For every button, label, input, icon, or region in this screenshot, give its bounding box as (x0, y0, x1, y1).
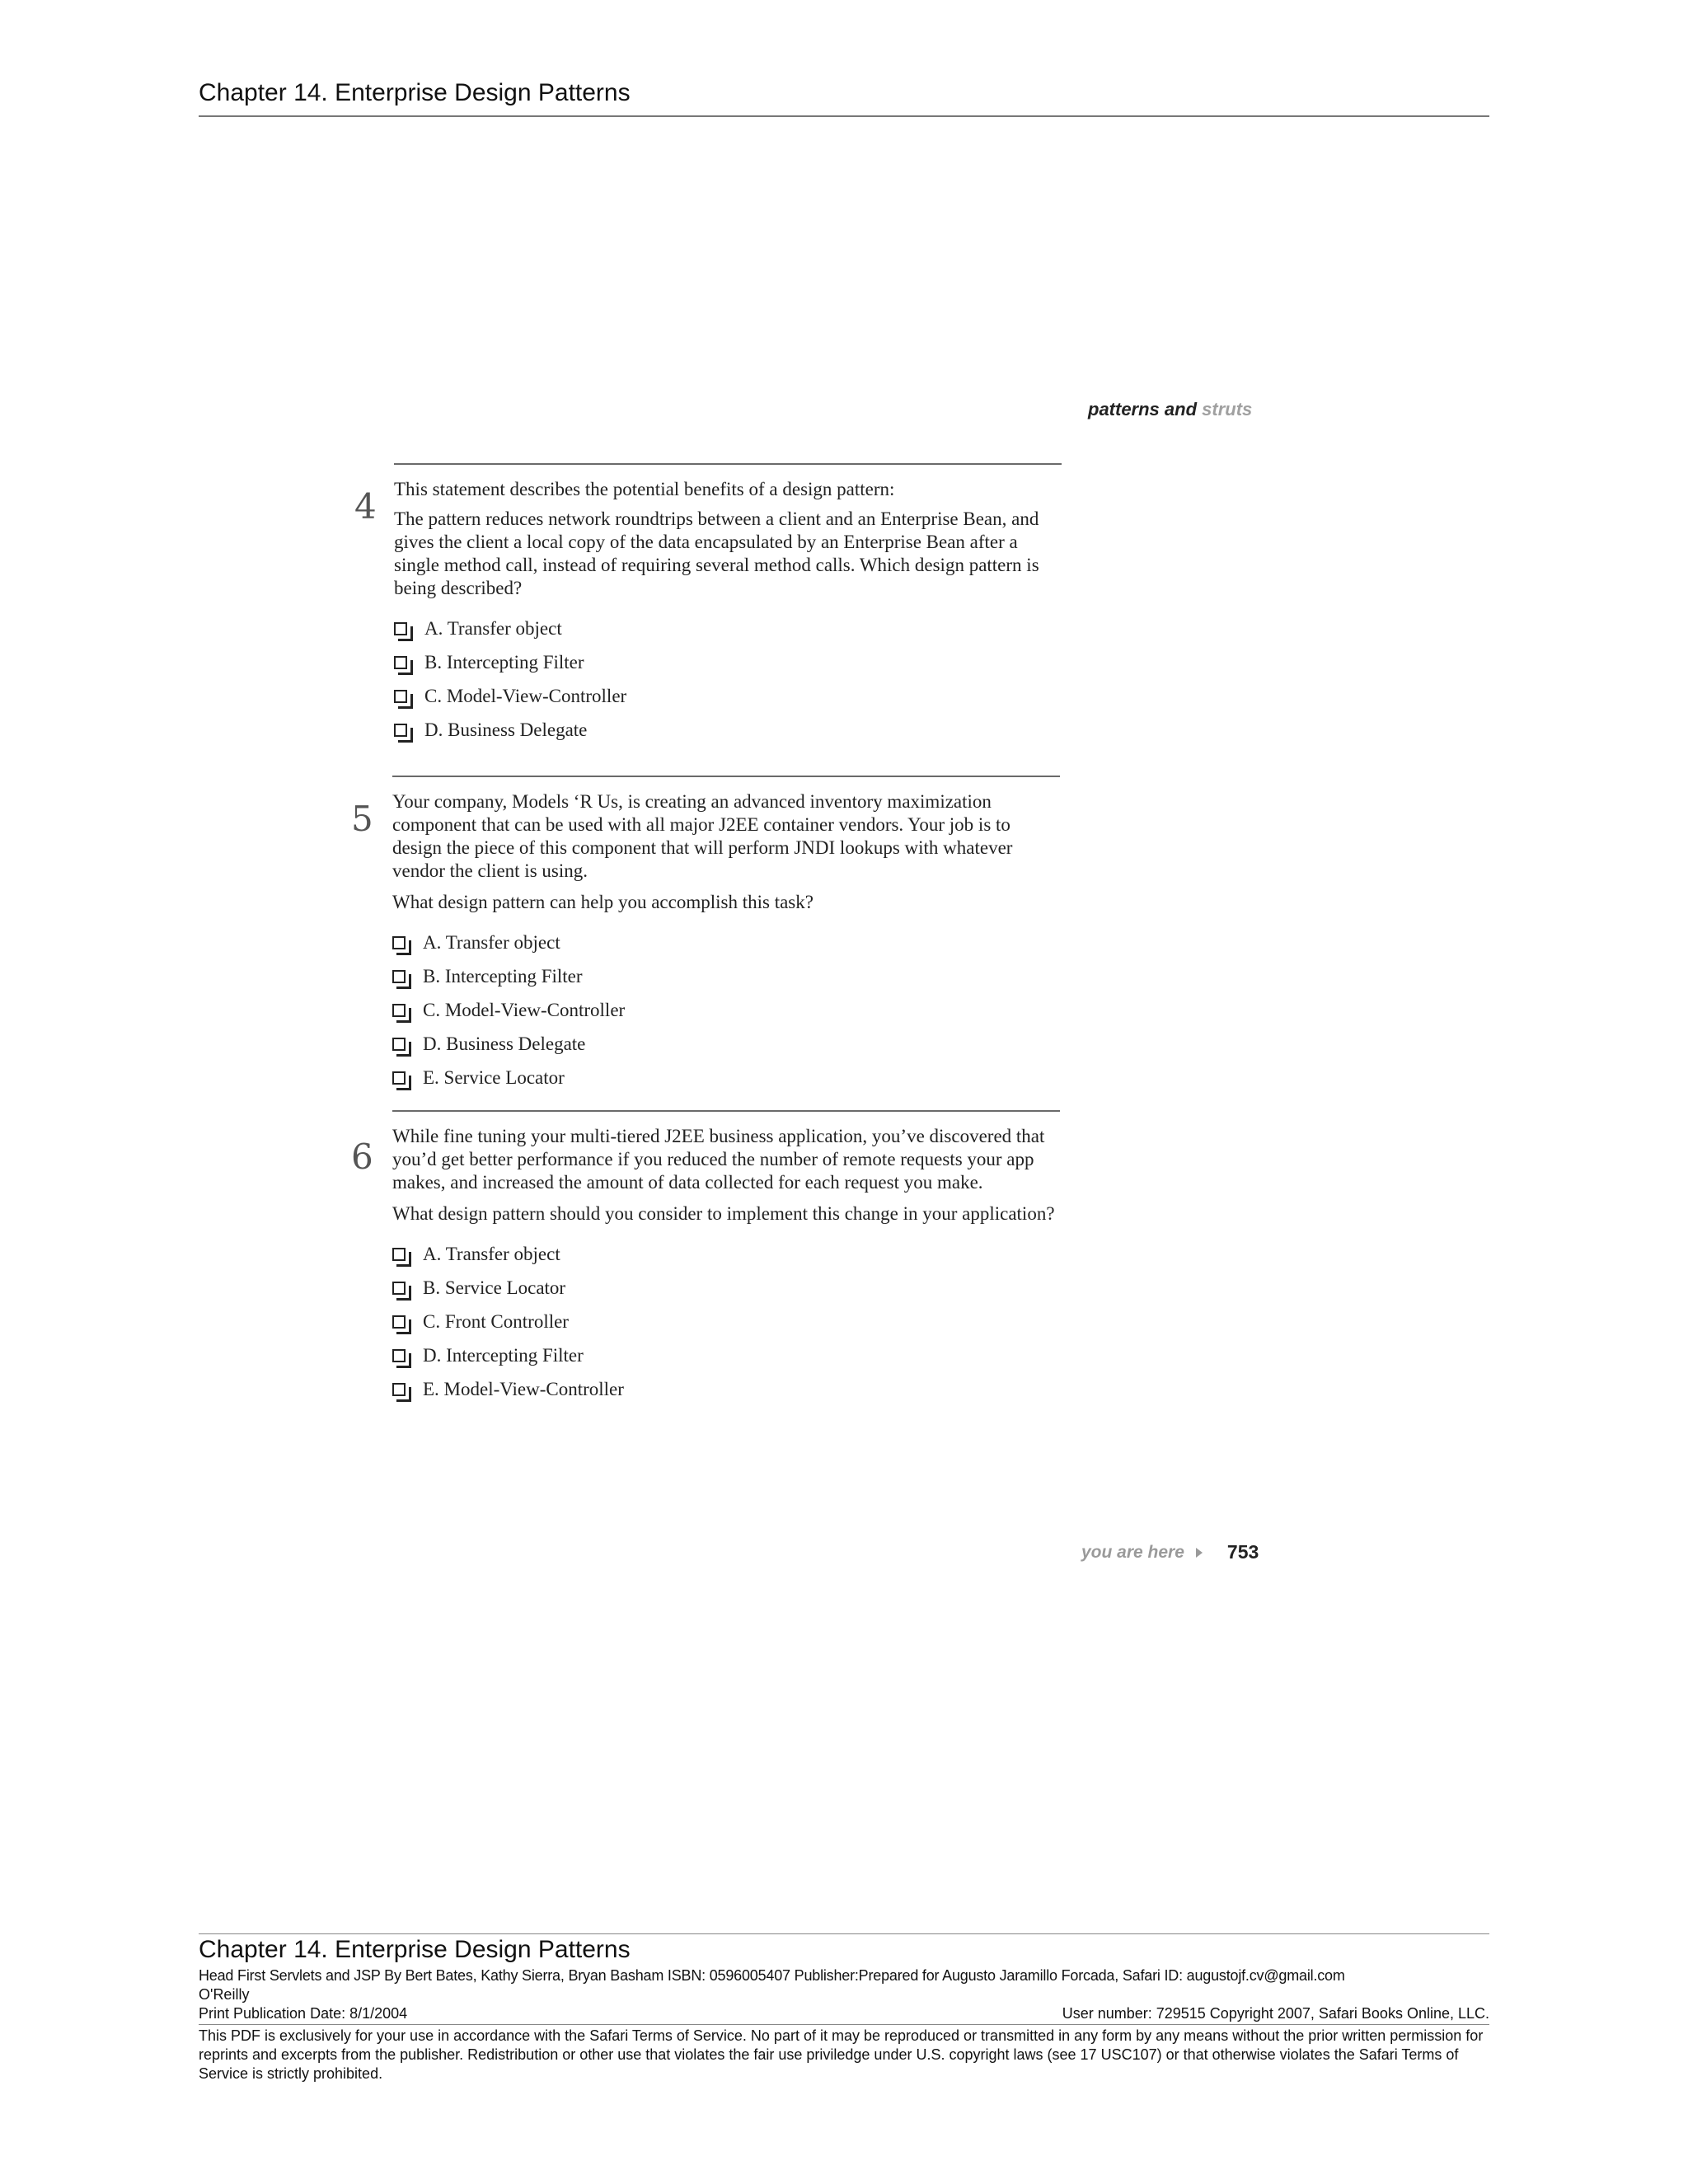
question-number: 5 (351, 799, 373, 839)
checkbox-icon[interactable] (392, 970, 406, 983)
option-item[interactable] (392, 926, 1060, 959)
option-label: A. Transfer object (423, 931, 560, 953)
legal-notice: This PDF is exclusively for your use in accordance with the Safari Terms of Service. No part of it may be reproduced or transmitted in any form by any means without the prior written permission for reprints and excerpts from the publisher. Redistribution or other use that violates the fair use priviledge under U.S. copyright laws (see 17 USC107) or that otherwise violates the Safari Terms of Service is strictly prohibited. (199, 2027, 1484, 2082)
option-item[interactable] (394, 645, 1062, 679)
question-rule (392, 1110, 1060, 1112)
page-footer-nav (1081, 1541, 1259, 1563)
option-item[interactable] (392, 1338, 1060, 1372)
checkbox-icon[interactable] (392, 1038, 406, 1051)
option-list (394, 612, 1062, 747)
option-label: B. Service Locator (423, 1277, 566, 1298)
question-number: 6 (351, 1137, 373, 1177)
question-text: What design pattern should you consider to implement this change in your application? (392, 1203, 1055, 1224)
pub-date-row (199, 2004, 1489, 2023)
bottom-rule-mid (199, 2024, 1489, 2025)
option-item[interactable] (394, 612, 1062, 645)
question-text: What design pattern can help you accomplish this task? (392, 892, 814, 912)
running-head-light: struts (1202, 399, 1253, 419)
option-label: B. Intercepting Filter (424, 651, 584, 673)
question-5 (351, 776, 1060, 1094)
question-rule (394, 463, 1062, 465)
question-6 (351, 1110, 1060, 1406)
publisher-line: O'Reilly (199, 1986, 250, 2003)
checkbox-icon[interactable] (392, 1315, 406, 1329)
option-item[interactable] (392, 1305, 1060, 1338)
publication-date: Print Publication Date: 8/1/2004 (199, 2005, 408, 2022)
option-label: A. Transfer object (424, 617, 562, 639)
checkbox-icon[interactable] (392, 1004, 406, 1017)
book-info-line: Head First Servlets and JSP By Bert Bates, Kathy Sierra, Bryan Basham ISBN: 0596005407 Publisher:Prepared for Augusto Jaramillo Forcada, Safari ID: augustojf.cv@gmail.com (199, 1967, 1345, 1984)
user-copyright: User number: 729515 Copyright 2007, Safari Books Online, LLC. (1062, 2005, 1489, 2022)
option-item[interactable] (392, 1271, 1060, 1305)
checkbox-icon[interactable] (392, 936, 406, 949)
option-item[interactable] (394, 679, 1062, 713)
checkbox-icon[interactable] (394, 656, 407, 669)
option-list (392, 926, 1060, 1094)
option-label: C. Model-View-Controller (423, 999, 626, 1020)
option-label: E. Service Locator (423, 1066, 565, 1088)
option-list (392, 1237, 1060, 1406)
question-rule (392, 776, 1060, 777)
checkbox-icon[interactable] (392, 1349, 406, 1362)
option-label: D. Business Delegate (423, 1033, 586, 1054)
bottom-chapter-title: Chapter 14. Enterprise Design Patterns (199, 1936, 631, 1963)
option-label: D. Intercepting Filter (423, 1344, 584, 1366)
bottom-meta (199, 1966, 1489, 2023)
option-label: A. Transfer object (423, 1243, 560, 1264)
option-label: C. Model-View-Controller (424, 685, 627, 706)
question-text: While fine tuning your multi-tiered J2EE business application, you’ve discovered that you’d get better performance if you reduced the number of remote requests your app makes, and increased the amount of data collected for each request you make. (392, 1126, 1045, 1193)
option-item[interactable] (392, 1372, 1060, 1406)
option-label: D. Business Delegate (424, 719, 588, 740)
option-label: B. Intercepting Filter (423, 965, 583, 987)
page-number: 753 (1226, 1541, 1259, 1563)
question-text: Your company, Models ‘R Us, is creating an advanced inventory maximization component that can be used with all major J2EE container vendors. Your job is to design the piece of this component that will perform JNDI lookups with whatever vendor the client is using. (392, 791, 1013, 881)
running-head-bold: patterns and (1088, 399, 1198, 419)
header-rule (199, 115, 1489, 117)
option-item[interactable] (392, 959, 1060, 993)
checkbox-icon[interactable] (392, 1248, 406, 1261)
checkbox-icon[interactable] (392, 1383, 406, 1396)
option-item[interactable] (392, 1061, 1060, 1094)
question-text: This statement describes the potential benefits of a design pattern: (394, 479, 895, 499)
option-item[interactable] (392, 1237, 1060, 1271)
running-head (1088, 399, 1252, 420)
question-text: The pattern reduces network roundtrips between a client and an Enterprise Bean, and gives the client a local copy of the data encapsulated by an Enterprise Bean after a single method call, instead of requiring several method calls. Which design pattern is being described? (394, 509, 1039, 598)
checkbox-icon[interactable] (394, 724, 407, 737)
arrow-right-icon (1196, 1548, 1203, 1558)
option-item[interactable] (392, 1027, 1060, 1061)
option-label: C. Front Controller (423, 1310, 569, 1332)
question-number: 4 (354, 486, 377, 527)
you-are-here-label: you are here (1081, 1542, 1184, 1562)
checkbox-icon[interactable] (394, 622, 407, 635)
question-4 (354, 463, 1062, 747)
option-label: E. Model-View-Controller (423, 1378, 624, 1399)
bottom-rule-top (199, 1933, 1489, 1934)
checkbox-icon[interactable] (392, 1282, 406, 1295)
option-item[interactable] (392, 993, 1060, 1027)
chapter-header-title: Chapter 14. Enterprise Design Patterns (199, 79, 631, 106)
checkbox-icon[interactable] (392, 1071, 406, 1085)
option-item[interactable] (394, 713, 1062, 747)
checkbox-icon[interactable] (394, 690, 407, 703)
